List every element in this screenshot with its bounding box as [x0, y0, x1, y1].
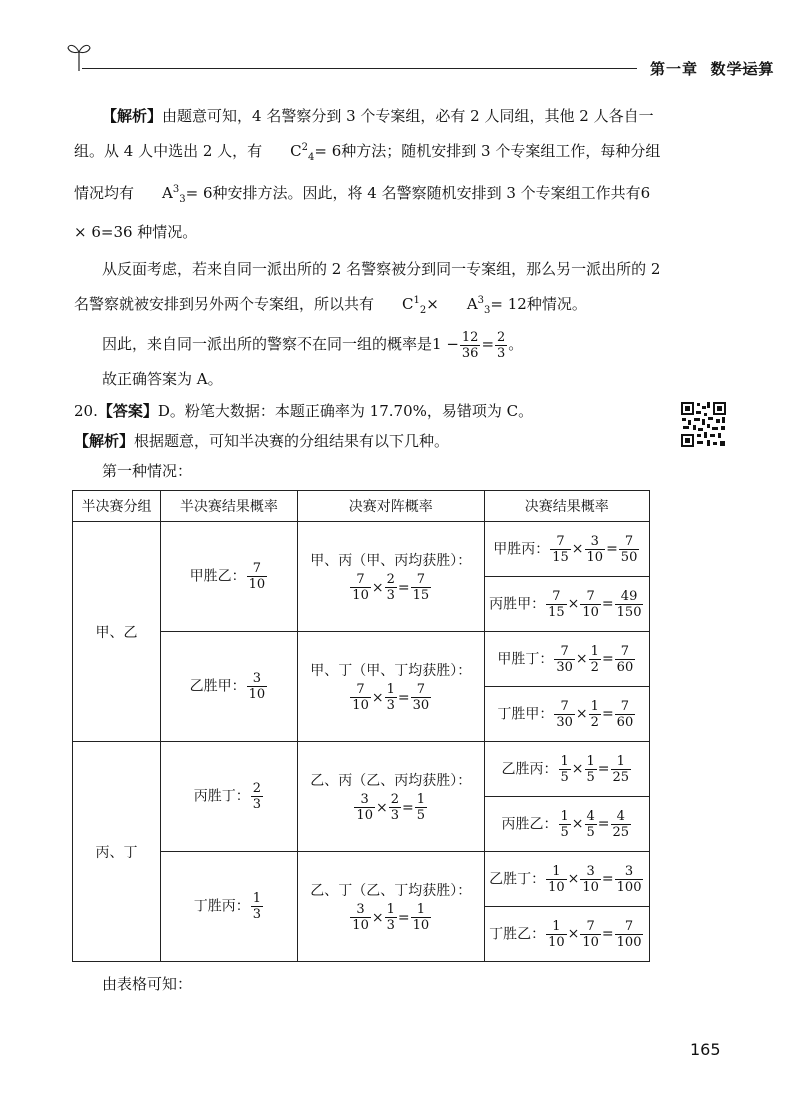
- fraction-numerator: 7: [615, 699, 636, 715]
- semifinal-result-cell: [160, 852, 297, 962]
- fraction: [350, 572, 371, 603]
- fraction-denominator: 10: [352, 918, 369, 933]
- fraction-numerator: 1: [590, 643, 599, 659]
- table-header: 决赛结果概率: [484, 491, 649, 522]
- fraction: [411, 902, 432, 933]
- comb-sub: 4: [308, 152, 315, 163]
- comb-sup: 1: [413, 295, 420, 306]
- paragraph-probability: [102, 328, 694, 361]
- probability-product: [558, 753, 633, 785]
- fraction: [619, 534, 640, 565]
- fraction-numerator: 3: [350, 902, 371, 918]
- times-sign: ×: [426, 295, 439, 313]
- matchup-title: 甲、丁（甲、丁均获胜）：: [310, 663, 472, 679]
- fraction-denominator: 36: [461, 345, 479, 361]
- fraction-denominator: 5: [416, 808, 425, 823]
- fraction-denominator: 10: [548, 879, 565, 895]
- fraction: [350, 902, 371, 933]
- group-cell: 丙、丁: [73, 742, 161, 962]
- fraction-denominator: 3: [386, 698, 395, 713]
- paragraph-analysis-19: [74, 100, 666, 248]
- fraction-denominator: 15: [412, 588, 430, 603]
- fraction-numerator: 3: [615, 864, 644, 880]
- fraction: [546, 864, 567, 895]
- result-label: 乙胜丙：: [501, 761, 558, 777]
- fraction: [546, 919, 567, 950]
- semifinal-result-cell: [160, 632, 297, 742]
- fraction-numerator: 1: [546, 864, 567, 880]
- fraction-numerator: 1: [611, 754, 632, 770]
- fraction-numerator: 7: [247, 561, 268, 577]
- matchup-expression: [302, 682, 480, 713]
- fraction-numerator: 7: [554, 644, 575, 660]
- fraction-denominator: 25: [612, 769, 630, 785]
- times-sign: ×: [375, 799, 388, 816]
- fraction-numerator: 7: [411, 572, 432, 588]
- period: 。: [508, 335, 524, 353]
- fraction-denominator: 100: [616, 879, 642, 895]
- fraction-denominator: 15: [548, 604, 565, 620]
- fraction-numerator: 7: [554, 699, 575, 715]
- final-result-cell: [484, 742, 649, 797]
- times-sign: ×: [575, 706, 588, 722]
- fraction-denominator: 3: [390, 808, 399, 823]
- paragraph-analysis-20: [74, 425, 666, 457]
- final-result-cell: [484, 632, 649, 687]
- fraction: [585, 754, 597, 785]
- fraction-denominator: 100: [616, 934, 642, 950]
- probability-product: [558, 808, 633, 840]
- final-result-cell: [484, 687, 649, 742]
- matchup-expression: [302, 572, 480, 603]
- fraction-numerator: 2: [497, 329, 506, 345]
- fraction: [580, 919, 601, 950]
- fraction-denominator: 60: [616, 714, 634, 730]
- paragraph-text: = 6种安排方法。因此，将 4 名警察随机安排到 3 个专案组工作共有6 × 6=36 种情况。: [74, 184, 651, 241]
- matchup-title: 乙、丙（乙、丙均获胜）：: [310, 773, 472, 789]
- fraction-denominator: 3: [497, 345, 506, 361]
- fraction: [389, 792, 401, 823]
- fraction-numerator: 1: [252, 891, 262, 906]
- result-label: 甲胜丁：: [497, 651, 554, 667]
- fraction-denominator: 150: [616, 604, 642, 620]
- fraction-numerator: 7: [580, 589, 601, 605]
- fraction-denominator: 10: [248, 687, 266, 702]
- fraction-numerator: 1: [590, 698, 599, 714]
- fraction: [385, 572, 397, 603]
- fraction-numerator: 1: [411, 902, 432, 918]
- probability-product: [545, 863, 644, 895]
- table-row: [73, 522, 650, 577]
- probability-product: [553, 643, 636, 675]
- combination-C21: [374, 285, 426, 327]
- fraction-denominator: 3: [252, 907, 262, 922]
- fraction-numerator: 1: [560, 753, 569, 769]
- page-number: 165: [690, 1040, 721, 1059]
- final-result-cell: [484, 797, 649, 852]
- question-number: 20.: [74, 402, 98, 420]
- semifinal-label: 丙胜丁：: [193, 788, 250, 805]
- fraction-numerator: 3: [247, 671, 268, 687]
- paragraph-answer-20: [74, 395, 666, 427]
- comb-sup: 2: [301, 142, 309, 153]
- probability-product: [549, 533, 640, 565]
- fraction-denominator: 5: [586, 769, 595, 785]
- header-rule-left: [82, 68, 637, 69]
- fraction-denominator: 3: [252, 797, 262, 812]
- semifinal-label: 甲胜乙：: [189, 568, 246, 585]
- fraction: [385, 682, 397, 713]
- paragraph-text: 因此，来自同一派出所的警察不在同一组的概率是1 −: [102, 335, 459, 353]
- fraction-denominator: 50: [620, 549, 638, 565]
- result-label: 乙胜丁：: [489, 871, 546, 887]
- equals-sign: =: [597, 761, 610, 777]
- probability-product: [545, 588, 644, 620]
- arr-symbol: A: [162, 184, 173, 202]
- answer-label: 【答案】: [97, 402, 158, 420]
- fraction: [585, 809, 597, 840]
- paragraph-text: 根据题意，可知半决赛的分组结果有以下几种。: [134, 432, 450, 450]
- paragraph-reverse: [74, 253, 666, 327]
- fraction: [460, 330, 481, 361]
- paragraph-conclusion: 由表格可知：: [102, 975, 193, 993]
- arr-sub: 3: [179, 194, 186, 205]
- fraction: [247, 561, 268, 592]
- paragraph-text: D。粉笔大数据：本题正确率为 17.70%，易错项为 C。: [157, 402, 534, 420]
- fraction: [411, 572, 432, 603]
- matchup-expression: [302, 902, 480, 933]
- fraction-denominator: 3: [386, 588, 395, 603]
- fraction-denominator: 10: [582, 934, 599, 950]
- fraction: [554, 644, 575, 675]
- equals-sign: =: [601, 596, 614, 612]
- fraction-numerator: 1: [546, 919, 567, 935]
- fraction-denominator: 10: [356, 808, 373, 823]
- analysis-label: 【解析】: [102, 107, 163, 125]
- fraction: [611, 754, 632, 785]
- semifinal-label: 乙胜甲：: [189, 678, 246, 695]
- fraction-denominator: 5: [560, 769, 569, 785]
- result-label: 丙胜甲：: [489, 596, 546, 612]
- arrangement-A33: [439, 285, 491, 327]
- arr-sup: 3: [172, 184, 180, 195]
- fraction-numerator: 4: [611, 809, 632, 825]
- fraction: [550, 534, 571, 565]
- probability-product: [349, 682, 432, 713]
- fraction-numerator: 3: [585, 534, 606, 550]
- times-sign: ×: [567, 926, 580, 942]
- fraction: [585, 534, 606, 565]
- table-header: 半决赛结果概率: [160, 491, 297, 522]
- fraction-numerator: 2: [386, 572, 395, 587]
- equals-sign: =: [601, 651, 614, 667]
- fraction-numerator: 7: [350, 682, 371, 698]
- header-rule-right: [734, 68, 770, 69]
- final-result-cell: [484, 522, 649, 577]
- fraction-numerator: 12: [461, 329, 479, 345]
- table-header: 决赛对阵概率: [297, 491, 484, 522]
- arrangement-A33: [134, 174, 186, 216]
- fraction: [554, 699, 575, 730]
- equals-sign: =: [397, 909, 410, 926]
- times-sign: ×: [575, 651, 588, 667]
- final-result-cell: [484, 852, 649, 907]
- fraction-numerator: 2: [390, 792, 399, 807]
- probability-product: [349, 572, 432, 603]
- table-body: [73, 522, 650, 962]
- probability-product: [553, 698, 636, 730]
- page-header: [62, 38, 775, 78]
- fraction: [580, 589, 601, 620]
- fraction-denominator: 3: [386, 918, 395, 933]
- table-row: [73, 742, 650, 797]
- fraction-denominator: 10: [586, 549, 604, 565]
- times-sign: ×: [567, 871, 580, 887]
- fraction-numerator: 1: [386, 902, 395, 917]
- paragraph-answer: 故正确答案为 A。: [102, 370, 223, 388]
- fraction: [251, 891, 263, 922]
- fraction-numerator: 1: [586, 753, 595, 769]
- fraction-numerator: 3: [354, 792, 375, 808]
- fraction-numerator: 1: [560, 808, 569, 824]
- semifinal-label: 丁胜丙：: [193, 898, 250, 915]
- arr-sup: 3: [477, 295, 485, 306]
- times-sign: ×: [567, 596, 580, 612]
- fraction: [350, 682, 371, 713]
- fraction-numerator: 7: [550, 534, 571, 550]
- final-matchup-cell: [297, 522, 484, 632]
- arr-sub: 3: [484, 305, 491, 316]
- equals-sign: =: [397, 689, 410, 706]
- fraction-numerator: 4: [586, 808, 595, 824]
- probability-product: [353, 792, 428, 823]
- fraction-denominator: 2: [590, 659, 599, 675]
- paragraph-text: 由题意可知，4 名警察分到 3 个专案组，必有 2 人同组，其他 2 人各自一组。从 4 人中选出 2 人，有: [74, 107, 654, 160]
- fraction-numerator: 7: [411, 682, 432, 698]
- fraction-numerator: 2: [252, 781, 262, 796]
- fraction: [251, 781, 263, 812]
- fraction: [615, 644, 636, 675]
- fraction-denominator: 10: [248, 577, 266, 592]
- table-header-row: [73, 491, 650, 522]
- fraction-numerator: 49: [615, 589, 644, 605]
- result-label: 甲胜丙：: [493, 541, 550, 557]
- fraction: [415, 792, 427, 823]
- comb-symbol: C: [402, 295, 414, 313]
- combination-C42: [262, 132, 314, 174]
- fraction-denominator: 10: [548, 934, 565, 950]
- fraction-denominator: 25: [612, 824, 630, 840]
- sprout-icon: [66, 38, 92, 72]
- equals-sign: =: [601, 871, 614, 887]
- final-matchup-cell: [297, 632, 484, 742]
- times-sign: ×: [571, 816, 584, 832]
- fraction-denominator: 10: [352, 588, 369, 603]
- fraction-denominator: 30: [556, 659, 573, 675]
- comb-symbol: C: [290, 142, 302, 160]
- times-sign: ×: [571, 541, 584, 557]
- equals-sign: =: [397, 579, 410, 596]
- fraction-numerator: 1: [416, 792, 425, 807]
- fraction-denominator: 2: [590, 714, 599, 730]
- fraction: [580, 864, 601, 895]
- result-label: 丁胜甲：: [497, 706, 554, 722]
- group-cell: 甲、乙: [73, 522, 161, 742]
- fraction: [546, 589, 567, 620]
- matchup-title: 乙、丁（乙、丁均获胜）：: [310, 883, 472, 899]
- analysis-label: 【解析】: [74, 432, 135, 450]
- paragraph-text: = 6种方法；随机安排到 3 个专案组工作，每种分组情况均有: [74, 142, 661, 202]
- equals-sign: =: [606, 541, 618, 557]
- paragraph-text: = 12种情况。: [490, 295, 587, 313]
- probability-product: [349, 902, 432, 933]
- fraction: [611, 809, 632, 840]
- fraction: [589, 644, 601, 675]
- times-sign: ×: [371, 689, 384, 706]
- arr-symbol: A: [466, 295, 478, 313]
- fraction-denominator: 10: [412, 918, 430, 933]
- times-sign: ×: [371, 579, 384, 596]
- fraction-denominator: 10: [352, 698, 369, 713]
- fraction: [615, 699, 636, 730]
- equals-sign: =: [597, 816, 610, 832]
- final-matchup-cell: [297, 852, 484, 962]
- fraction-denominator: 15: [552, 549, 569, 565]
- fraction-denominator: 30: [412, 698, 430, 713]
- chapter-number: 第一章: [650, 60, 699, 78]
- fraction-numerator: 7: [615, 644, 636, 660]
- fraction: [615, 589, 644, 620]
- fraction-denominator: 10: [582, 604, 599, 620]
- semifinal-result-cell: [160, 742, 297, 852]
- fraction: [385, 902, 397, 933]
- semifinal-result-cell: [160, 522, 297, 632]
- equals-sign: =: [601, 706, 614, 722]
- qr-code-icon[interactable]: [680, 401, 727, 448]
- matchup-title: 甲、丙（甲、丙均获胜）：: [310, 553, 472, 569]
- fraction: [354, 792, 375, 823]
- fraction-numerator: 3: [580, 864, 601, 880]
- final-result-cell: [484, 907, 649, 962]
- semifinal-probability-table: [72, 490, 650, 962]
- fraction-denominator: 5: [560, 824, 569, 840]
- probability-product: [545, 918, 644, 950]
- fraction-denominator: 5: [586, 824, 595, 840]
- fraction: [615, 919, 644, 950]
- matchup-expression: [302, 792, 480, 823]
- fraction-numerator: 7: [580, 919, 601, 935]
- paragraph-text: 从反面考虑，若来自同一派出所的 2 名警察被分到同一专案组，那么另一派出所的 2 名警察就被安排到另外两个专案组，所以共有: [74, 260, 661, 313]
- fraction: [247, 671, 268, 702]
- equals-sign: =: [601, 926, 614, 942]
- times-sign: ×: [571, 761, 584, 777]
- fraction: [559, 809, 571, 840]
- times-sign: ×: [371, 909, 384, 926]
- fraction: [559, 754, 571, 785]
- result-label: 丙胜乙：: [501, 816, 558, 832]
- fraction-numerator: 1: [386, 682, 395, 697]
- fraction-denominator: 10: [582, 879, 599, 895]
- final-matchup-cell: [297, 742, 484, 852]
- fraction-denominator: 60: [616, 659, 634, 675]
- result-label: 丁胜乙：: [489, 926, 546, 942]
- fraction-numerator: 7: [619, 534, 640, 550]
- paragraph-case-one: 第一种情况：: [102, 462, 193, 480]
- fraction: [495, 330, 507, 361]
- final-result-cell: [484, 577, 649, 632]
- fraction: [589, 699, 601, 730]
- fraction-denominator: 30: [556, 714, 573, 730]
- fraction: [411, 682, 432, 713]
- fraction-numerator: 7: [615, 919, 644, 935]
- fraction-numerator: 7: [546, 589, 567, 605]
- comb-sub: 2: [419, 305, 427, 316]
- table-header: 半决赛分组: [73, 491, 161, 522]
- equals-sign: =: [401, 799, 414, 816]
- fraction-numerator: 7: [350, 572, 371, 588]
- fraction: [615, 864, 644, 895]
- chapter-name: 数学运算: [710, 60, 775, 78]
- equals-sign: =: [481, 335, 495, 353]
